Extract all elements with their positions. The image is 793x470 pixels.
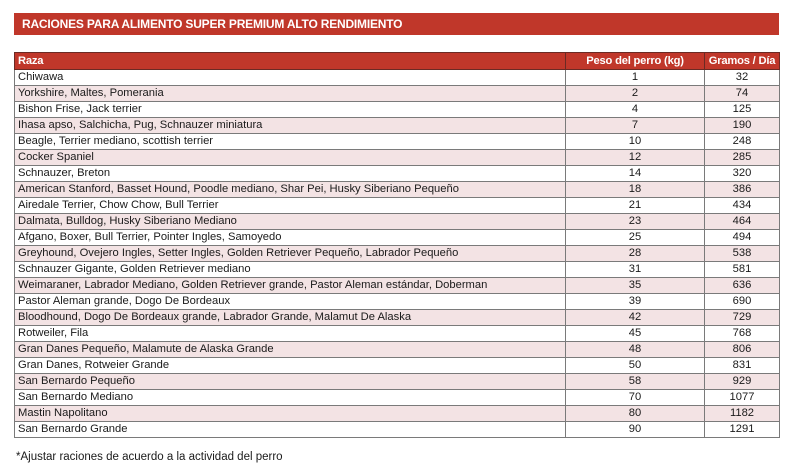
cell-breed: Chiwawa [15, 70, 566, 86]
cell-breed: Pastor Aleman grande, Dogo De Bordeaux [15, 294, 566, 310]
cell-breed: Afgano, Boxer, Bull Terrier, Pointer Ingles, Samoyedo [15, 230, 566, 246]
table-row [15, 230, 780, 246]
table-row [15, 150, 780, 166]
table-row [15, 198, 780, 214]
cell-grams: 248 [705, 134, 780, 150]
cell-breed: Bloodhound, Dogo De Bordeaux grande, Labrador Grande, Malamut De Alaska [15, 310, 566, 326]
cell-grams: 831 [705, 358, 780, 374]
cell-weight: 42 [566, 310, 705, 326]
table-row [15, 294, 780, 310]
cell-breed: Ihasa apso, Salchicha, Pug, Schnauzer miniatura [15, 118, 566, 134]
cell-breed: San Bernardo Grande [15, 422, 566, 438]
header-grams: Gramos / Día [705, 53, 780, 70]
cell-breed: Cocker Spaniel [15, 150, 566, 166]
cell-grams: 32 [705, 70, 780, 86]
table-row [15, 118, 780, 134]
table-row [15, 70, 780, 86]
cell-breed: Rotweiler, Fila [15, 326, 566, 342]
cell-grams: 434 [705, 198, 780, 214]
cell-grams: 494 [705, 230, 780, 246]
cell-weight: 18 [566, 182, 705, 198]
cell-weight: 14 [566, 166, 705, 182]
cell-weight: 31 [566, 262, 705, 278]
cell-breed: Schnauzer, Breton [15, 166, 566, 182]
cell-weight: 58 [566, 374, 705, 390]
cell-breed: San Bernardo Pequeño [15, 374, 566, 390]
cell-weight: 2 [566, 86, 705, 102]
footnote: *Ajustar raciones de acuerdo a la actividad del perro [16, 451, 283, 463]
cell-breed: Gran Danes Pequeño, Malamute de Alaska Grande [15, 342, 566, 358]
table-row [15, 134, 780, 150]
cell-weight: 80 [566, 406, 705, 422]
cell-weight: 4 [566, 102, 705, 118]
cell-weight: 25 [566, 230, 705, 246]
table-body [15, 70, 780, 438]
cell-weight: 21 [566, 198, 705, 214]
table-row [15, 390, 780, 406]
table-row [15, 342, 780, 358]
cell-grams: 538 [705, 246, 780, 262]
table-header-row [15, 53, 780, 70]
cell-weight: 70 [566, 390, 705, 406]
cell-breed: Schnauzer Gigante, Golden Retriever mediano [15, 262, 566, 278]
table-row [15, 310, 780, 326]
header-weight: Peso del perro (kg) [566, 53, 705, 70]
cell-grams: 464 [705, 214, 780, 230]
cell-grams: 1182 [705, 406, 780, 422]
cell-weight: 28 [566, 246, 705, 262]
cell-weight: 48 [566, 342, 705, 358]
cell-weight: 10 [566, 134, 705, 150]
cell-grams: 690 [705, 294, 780, 310]
cell-breed: Yorkshire, Maltes, Pomerania [15, 86, 566, 102]
cell-weight: 90 [566, 422, 705, 438]
cell-grams: 636 [705, 278, 780, 294]
cell-breed: Weimaraner, Labrador Mediano, Golden Retriever grande, Pastor Aleman estándar, Doberman [15, 278, 566, 294]
cell-breed: Airedale Terrier, Chow Chow, Bull Terrier [15, 198, 566, 214]
cell-grams: 929 [705, 374, 780, 390]
table-row [15, 166, 780, 182]
table-row [15, 102, 780, 118]
cell-weight: 23 [566, 214, 705, 230]
cell-weight: 45 [566, 326, 705, 342]
cell-breed: Mastin Napolitano [15, 406, 566, 422]
table-row [15, 374, 780, 390]
cell-grams: 1077 [705, 390, 780, 406]
cell-breed: Gran Danes, Rotweier Grande [15, 358, 566, 374]
table-row [15, 214, 780, 230]
cell-grams: 285 [705, 150, 780, 166]
cell-grams: 581 [705, 262, 780, 278]
cell-weight: 7 [566, 118, 705, 134]
cell-weight: 39 [566, 294, 705, 310]
cell-breed: American Stanford, Basset Hound, Poodle mediano, Shar Pei, Husky Siberiano Pequeño [15, 182, 566, 198]
table-title: RACIONES PARA ALIMENTO SUPER PREMIUM ALTO RENDIMIENTO [14, 13, 779, 35]
cell-breed: Dalmata, Bulldog, Husky Siberiano Mediano [15, 214, 566, 230]
cell-breed: Bishon Frise, Jack terrier [15, 102, 566, 118]
table-row [15, 326, 780, 342]
cell-breed: Greyhound, Ovejero Ingles, Setter Ingles, Golden Retriever Pequeño, Labrador Pequeño [15, 246, 566, 262]
cell-grams: 1291 [705, 422, 780, 438]
cell-weight: 1 [566, 70, 705, 86]
table-row [15, 86, 780, 102]
cell-breed: Beagle, Terrier mediano, scottish terrier [15, 134, 566, 150]
cell-weight: 12 [566, 150, 705, 166]
table-row [15, 358, 780, 374]
cell-grams: 74 [705, 86, 780, 102]
table-row [15, 182, 780, 198]
table-row [15, 246, 780, 262]
cell-grams: 125 [705, 102, 780, 118]
cell-grams: 190 [705, 118, 780, 134]
cell-grams: 320 [705, 166, 780, 182]
table-row [15, 422, 780, 438]
cell-weight: 50 [566, 358, 705, 374]
header-breed: Raza [15, 53, 566, 70]
cell-grams: 768 [705, 326, 780, 342]
cell-grams: 806 [705, 342, 780, 358]
cell-grams: 386 [705, 182, 780, 198]
cell-weight: 35 [566, 278, 705, 294]
table-row [15, 278, 780, 294]
table-row [15, 406, 780, 422]
table-row [15, 262, 780, 278]
cell-breed: San Bernardo Mediano [15, 390, 566, 406]
cell-grams: 729 [705, 310, 780, 326]
rations-table [14, 52, 780, 438]
